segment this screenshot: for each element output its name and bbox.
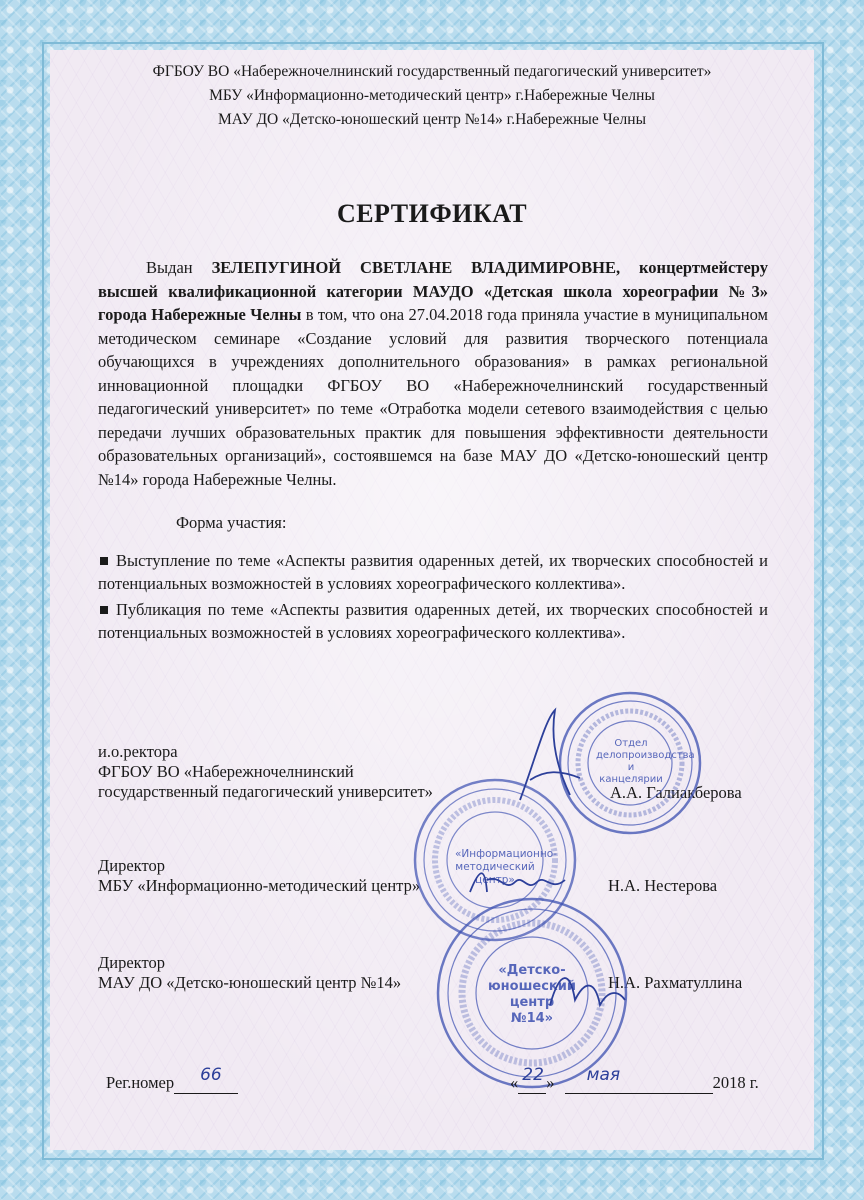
certificate-body xyxy=(98,256,768,491)
signatory-imc-name: Н.А. Нестерова xyxy=(608,876,718,895)
date-year: 2018 г. xyxy=(712,1073,759,1092)
signature-rector xyxy=(500,700,600,810)
signatory-rector: и.о.ректора ФГБОУ ВО «Набережночелнинский государственный педагогический университет» xyxy=(98,742,433,801)
participation-label: Форма участия: xyxy=(176,513,287,532)
date-month: мая xyxy=(586,1065,621,1085)
header-org-2: МБУ «Информационно-методический центр» г.Набережные Челны xyxy=(209,87,655,104)
list-item: Публикация по теме «Аспекты развития одаренных детей, их творческих способностей и потенциальных возможностей в условиях хореографического коллектива». xyxy=(98,600,768,642)
bullet-icon xyxy=(100,606,108,614)
signature-dyc xyxy=(540,960,630,1020)
certificate-title: СЕРТИФИКАТ xyxy=(336,199,528,228)
header-org-3: МАУ ДО «Детско-юношеский центр №14» г.Набережные Челны xyxy=(218,111,646,128)
stamp-imc-text: «Информационно-методический центр» xyxy=(455,848,557,886)
reg-number-value: 66 xyxy=(200,1065,222,1085)
issued-prefix: Выдан xyxy=(146,258,212,277)
bullet-icon xyxy=(100,557,108,565)
stamp-dyc-text: «Детско-юношеский центр №14» xyxy=(488,963,576,1026)
stamp-university-text: Отдел делопроизводства и канцелярии xyxy=(596,738,695,785)
signatory-dyc: Директор МАУ ДО «Детско-юношеский центр №14» xyxy=(98,953,402,992)
date-day: 22 xyxy=(522,1065,544,1085)
header-org-1: ФГБОУ ВО «Набережночелнинский государственный педагогический университет» xyxy=(152,63,712,80)
signature-imc xyxy=(465,862,575,902)
signatory-rector-name: А.А. Галиакберова xyxy=(610,783,742,802)
participation-list xyxy=(98,550,768,648)
signatory-dyc-name: Н.А. Рахматуллина xyxy=(608,973,743,992)
date-row: « 22 » мая 2018 г. xyxy=(510,1065,759,1092)
reg-number-row: Рег.номер 66 xyxy=(106,1073,238,1094)
signatory-imc: Директор МБУ «Информационно-методический центр» xyxy=(98,856,421,895)
list-item: Выступление по теме «Аспекты развития одаренных детей, их творческих способностей и потенциальных возможностей в условиях хореографического коллектива». xyxy=(98,551,768,593)
recipient-name: ЗЕЛЕПУГИНОЙ СВЕТЛАНЕ ВЛАДИМИРОВНЕ, концертмейстеру высшей квалификационной категории МАУДО «Детская школа хореографии №3» города Набережные Челны xyxy=(98,258,768,324)
body-rest: в том, что она 27.04.2018 года приняла участие в муниципальном методическом семинаре «Создание условий для развития творческого потенциала обучающихся в учреждениях дополнительного образования» в рамках региональной инновационной площадки ФГБОУ ВО «Набережночелнинский государственный педагогический университет» по теме «Отработка модели сетевого взаимодействия с целью передачи лучших образовательных практик для повышения эффективности деятельности образовательных организаций», состоявшемся на базе МАУ ДО «Детско-юношеский центр №14» города Набережные Челны. xyxy=(98,305,768,489)
